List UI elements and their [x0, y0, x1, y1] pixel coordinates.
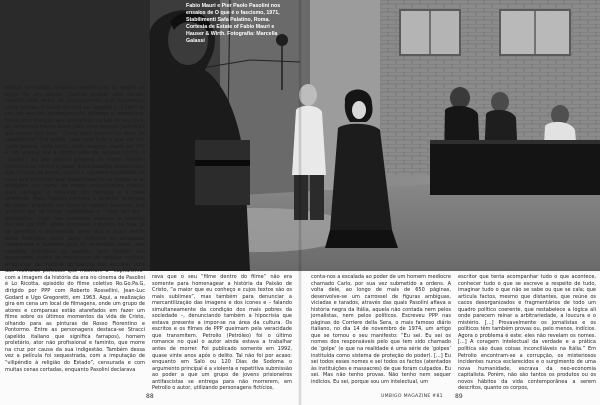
column-2-text: rava que o seu “filme dentro do filme” não era somente para homenagear a história da Paixão de Cristo, “a maior que eu conheço e cujos textos são os mais sublimes”, mas também para denunciar a mercantilização das imagens e dos ícones e – falando simultaneamente da condição dos mais pobres da sociedade –, denunciando também a hipocrisia que estava presente a impor-se na área da cultura. Os escritos e os filmes de PPP queimam pela veracidade que transmitem. Petrolio (Petróleo) foi o último romance no qual o autor ainda estava a trabalhar antes de morrer. Foi publicado somente em 1992, quase vinte anos após o delito. Tal não foi por acaso: enquanto em Salò ou 120 Dias de Sodoma o argumento principal é a violenta e repetitiva submissão ao poder a que um grupo de jovens prisioneiros antifascistas se entrega para não morrerem, em Petrolio o autor, utilizando personagens fictícios, [152, 274, 293, 392]
page-number-left: 88 [146, 393, 154, 400]
text-column-4 [458, 274, 596, 392]
text-column-1 [5, 85, 145, 388]
column-3-text: conta-nos a escalada ao poder de um homem medíocre chamado Carlo, por sua vez submetido a ordens. A volta dele, ao longo de mais de 650 páginas, desenvolve-se um carrossel de figuras ambíguas, viciadas e tarados, através das quais Pasolini afiava a história negra da Itália, aquela não contada nem pelos jornalistas, nem pelos políticos. Escreveu PPP nas páginas do Corriere della Sera, o mais famoso diário italiano, no dia 14 de novembro de 1974, um artigo que se tornou o seu manifesto: “Eu sei. Eu sei os nomes dos responsáveis pelo que tem sido chamado de ‘golpe’ (e que na realidade é uma série de ‘golpes’ instituída como sistema de proteção do poder). [...] Eu sei todos esses nomes e sei todos os factos (atentados às instituições e massacres) de que foram culpados. Eu sei. Mas não tenho provas. Não tenho nem sequer indícios. Eu sei, porque sou um intelectual, um [311, 274, 451, 385]
text-column-2 [152, 274, 293, 392]
photo-caption: Fabio Mauri e Pier Paolo Pasolini nos ensaios de O que é o fascismo, 1971, Stabilimenti Safa Palatino, Roma. Cortesia de Estate of Fabio Mauri e Hauser & Wirth. Fotografia: Marcella Galassi [186, 3, 281, 45]
column-1-text: multos no mundo; somente nascem três ou quatro ao longo de um século. Quando acabar este século, Pasolini será entre os pouquíssimos que importarão como poetas. O poeta deveria ser seguido [...] Além de ser um escritor extremamente refinado e maneirista, havia uma atenção aos problemas sociais do seu país, ao desenvolvimento deste país. Uma atenção patriótica que pouco têm tido!” Como cabe Pasolini no tema do Capitalismo? Ora então, cabe com tudo o que ele fez. Cada poema, cada conto, cada imagem criada por PPP é um ataque até à última gota de sangue contra o “capital”, no pior sentido possível do termo. Pasolini posiciona-se contra o poder ilusoriamente democrático que tiraniza os povos, contra o consumo-capitalista da nova era industrial que despersonaliza os pobres e as tradições em nome de novas necessidades criadas para esmagar a natureza dos homens e o meio ambiente. Mais, Pasolini conhece a perfeita “anarquia do poder” presente em todos os regimes fascistas, que acabam por se tornar capitalistas e – hoje em dia – globalistas. Logo nas primeiras poesias e poemas escritos por PPP, ainda utilizando o dialeto da mãe, já se percebia o entranhado amor que o autor sentia pelas tradições, pelos laços culturais da sociedade camponesa e também pela fé, entendida como uma resposta individual ao espírito, pois Pasolini era igualmente contra as imposições da religião católica, amiguinha da matéria obrigatória nas escolas. Uma das melhores películas que mostram o “capitalismo” com a imagem da história da era no cinema de Pasolini é Lo Ricotta, episódio do filme coletivo Ro.Go.Pa.G, dirigido por PPP com Roberto Rossellini, Jean-Luc Godard e Ugo Gregoretti, em 1963. Aqui, a realização gira em cena um local de filmagens, onde um grupo de atores e comparsas estão atarefados em fazer um filme sobre os últimos momentos da vida de Cristo, olhando para as pinturas de Rosso Fiorentino e Pontormo. Entre as personagens destaca-se Stracci (apelido italiano que significa farrapos), homem proletário, ator não profissional e faminto, que morre na cruz por causa da sua indigestão. Também dessa vez a película foi sequestrada, com a imputação de “vilipêndio à religião do Estado”, censurada e com muitas cenas cortadas, enquanto Pasolini declarava [5, 85, 145, 373]
column-4-text: escritor que tenta acompanhar tudo o que acontece, conhecer tudo o que se escreve a respeito de tudo, imaginar tudo o que não se sabe ou que se cala; que articula factos, mesmo que distantes, que reúne os cacos desorganizados e fragmentários de todo um quadro político coerente, que restabelece a lógica ali onde parecem reinar a arbitrariedade, a loucura e o mistério. [...] Provavelmente os jornalistas e os políticos têm também provas ou, pelo menos, indícios. Agora o problema é este: eles não revelam os nomes. [...] A coragem intelectual da verdade e a prática política são duas coisas inconciliáveis na Itália.” Em Petrolio encontram-se a corrupção, os misteriosos incidentes nunca esclarecidos e o surgimento de uma nova humanidade, escrava da neo-economia capitalista. Porém, não são tantos os produtos ou os novos hábitos da vida contemporânea a serem descritos, quanto os corpos, [458, 274, 596, 392]
text-column-3 [311, 274, 451, 388]
page-gutter [298, 0, 302, 405]
magazine-running-footer: UMBIGO MAGAZINE #81 [381, 394, 443, 399]
page-number-right: 89 [455, 393, 463, 400]
